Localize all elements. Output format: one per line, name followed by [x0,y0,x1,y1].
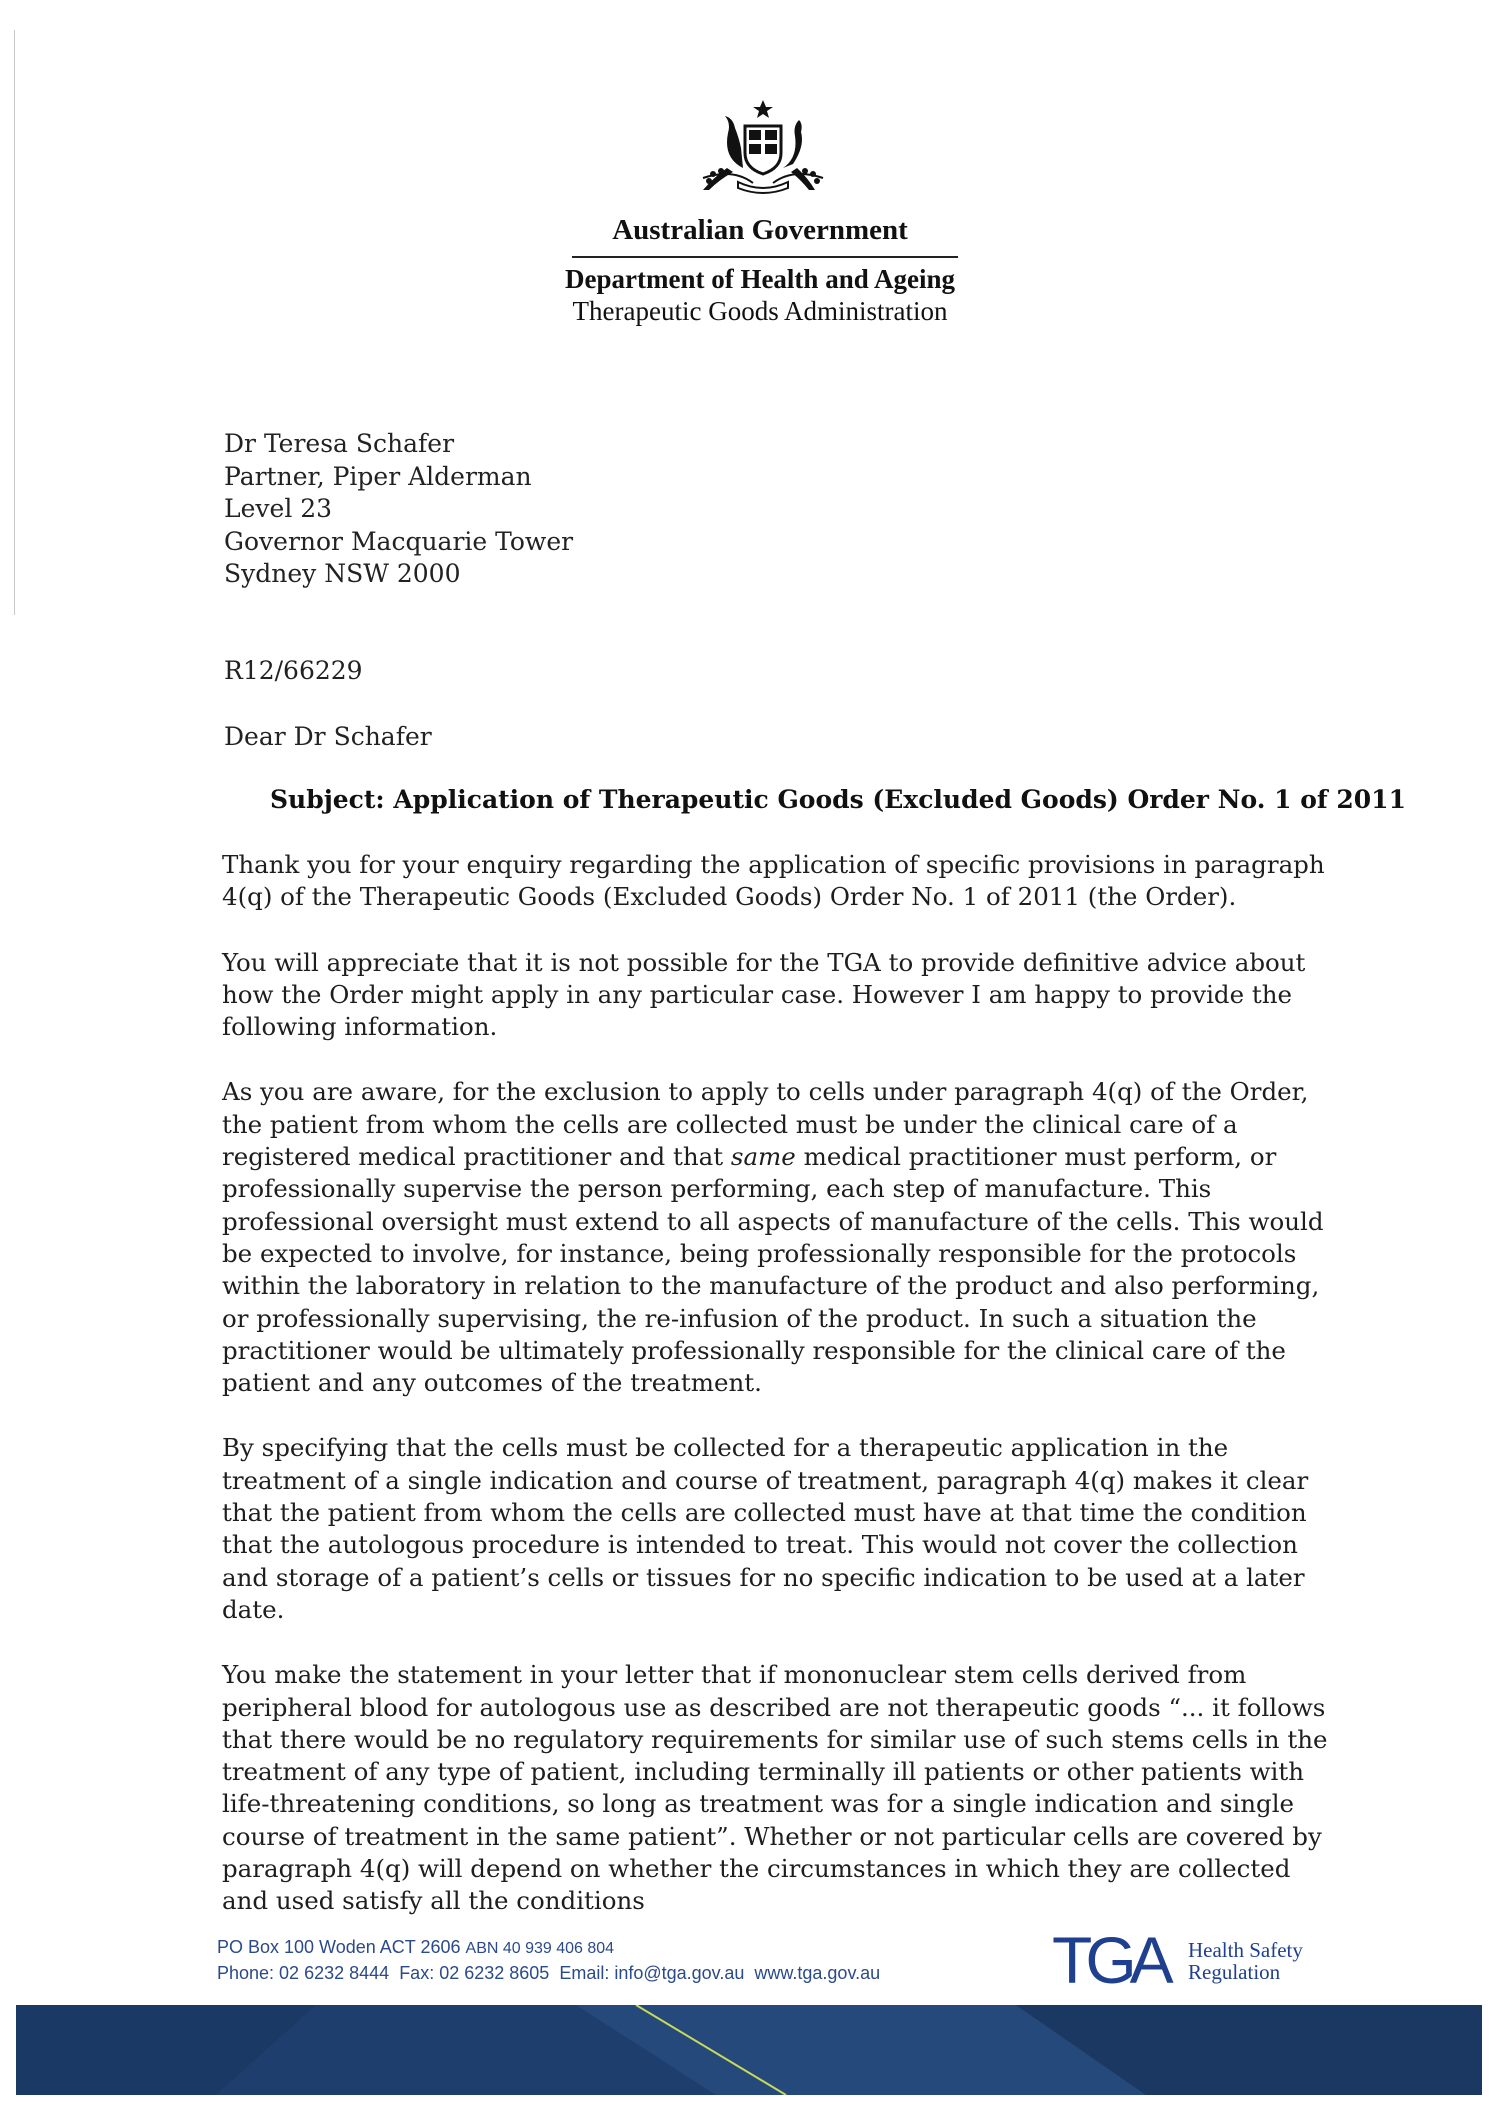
paragraph-5: You make the statement in your letter that if mononuclear stem cells derived from peripheral blood for autologous use as described are not therapeutic goods “... it follows that there would be no regulatory requirements for similar use of such stems cells in the treatment of any type of patient, including terminally ill patients or other patients with life-threatening conditions, so long as treatment was for a single indication and single course of treatment in the same patient”. Whether or not particular cells are covered by paragraph 4(q) will depend on whether the circumstances in which they are collected and used satisfy all the conditions [222,1660,1328,1916]
recipient-city: Sydney NSW 2000 [224,559,461,588]
footer-contact-line [217,1961,880,1985]
footer-address-line [217,1935,880,1961]
tga-logo: TGA [1052,1923,1167,1997]
footer-phone: Phone: 02 6232 8444 [217,1963,390,1983]
paragraph-2: You will appreciate that it is not possible for the TGA to provide definitive advice about how the Order might apply in any particular case. However I am happy to provide the following information. [222,947,1306,1042]
footer-address: PO Box 100 Woden ACT 2606 [217,1937,461,1957]
footer-email[interactable]: Email: info@tga.gov.au [559,1963,745,1983]
tga-tagline [1188,1939,1303,1983]
subject-line: Subject: Application of Therapeutic Goods (Excluded Goods) Order No. 1 of 2011 [270,785,1406,814]
recipient-building: Governor Macquarie Tower [224,526,574,556]
tga-tagline-line-2: Regulation [1188,1960,1281,1984]
paragraph-3-part-2: medical practitioner must perform, or professionally supervise the person performing, each step of manufacture. This professional oversight must extend to all aspects of manufacture of the cells. This would be expected to involve, for instance, being professionally responsible for the protocols within the laboratory in relation to the manufacture of the product and also performing, or professionally supervising, the re-infusion of the product. In such a situation the practitioner would be ultimately professionally responsible for the clinical care of the patient and any outcomes of the treatment. [222,1142,1324,1398]
recipient-name: Dr Teresa Schafer [224,429,455,458]
department-title: Department of Health and Ageing [565,264,955,294]
tga-tagline-line-1: Health Safety [1188,1938,1303,1962]
paragraph-3-part-1: As you are aware, for the exclusion to apply to cells under paragraph 4(q) of the Order, the patient from whom the cells are collected must be under the clinical care of a registered medical practitioner and that [222,1077,1309,1172]
paragraph-1: Thank you for your enquiry regarding the application of specific provisions in paragraph 4(q) of the Therapeutic Goods (Excluded Goods) Order No. 1 of 2011 (the Order). [222,850,1325,912]
recipient-address [224,428,573,591]
footer-contact [217,1935,880,1985]
recipient-level: Level 23 [224,494,333,523]
footer-band [16,2005,1482,2095]
coat-of-arms-icon [683,98,843,198]
paragraph-3 [222,1076,1342,1399]
tga-logo-block [1052,1925,1332,1995]
reference-number: R12/66229 [224,656,363,685]
page-edge-line [14,30,15,615]
government-title: Australian Government [612,214,908,246]
footer-website[interactable]: www.tga.gov.au [754,1963,881,1983]
letterhead-divider [572,256,958,258]
agency-title: Therapeutic Goods Administration [572,296,948,326]
footer-fax: Fax: 02 6232 8605 [399,1963,550,1983]
paragraph-3-emphasis: same [730,1142,796,1172]
salutation: Dear Dr Schafer [224,722,432,751]
recipient-position: Partner, Piper Alderman [224,461,532,491]
letter-body [222,849,1342,1951]
paragraph-4: By specifying that the cells must be collected for a therapeutic application in the treatment of a single indication and course of treatment, paragraph 4(q) makes it clear that the patient from whom the cells are collected must have at that time the condition that the autologous procedure is intended to treat. This would not cover the collection and storage of a patient’s cells or tissues for no specific indication to be used at a later date. [222,1433,1309,1624]
footer-abn: ABN 40 939 406 804 [465,1940,615,1957]
